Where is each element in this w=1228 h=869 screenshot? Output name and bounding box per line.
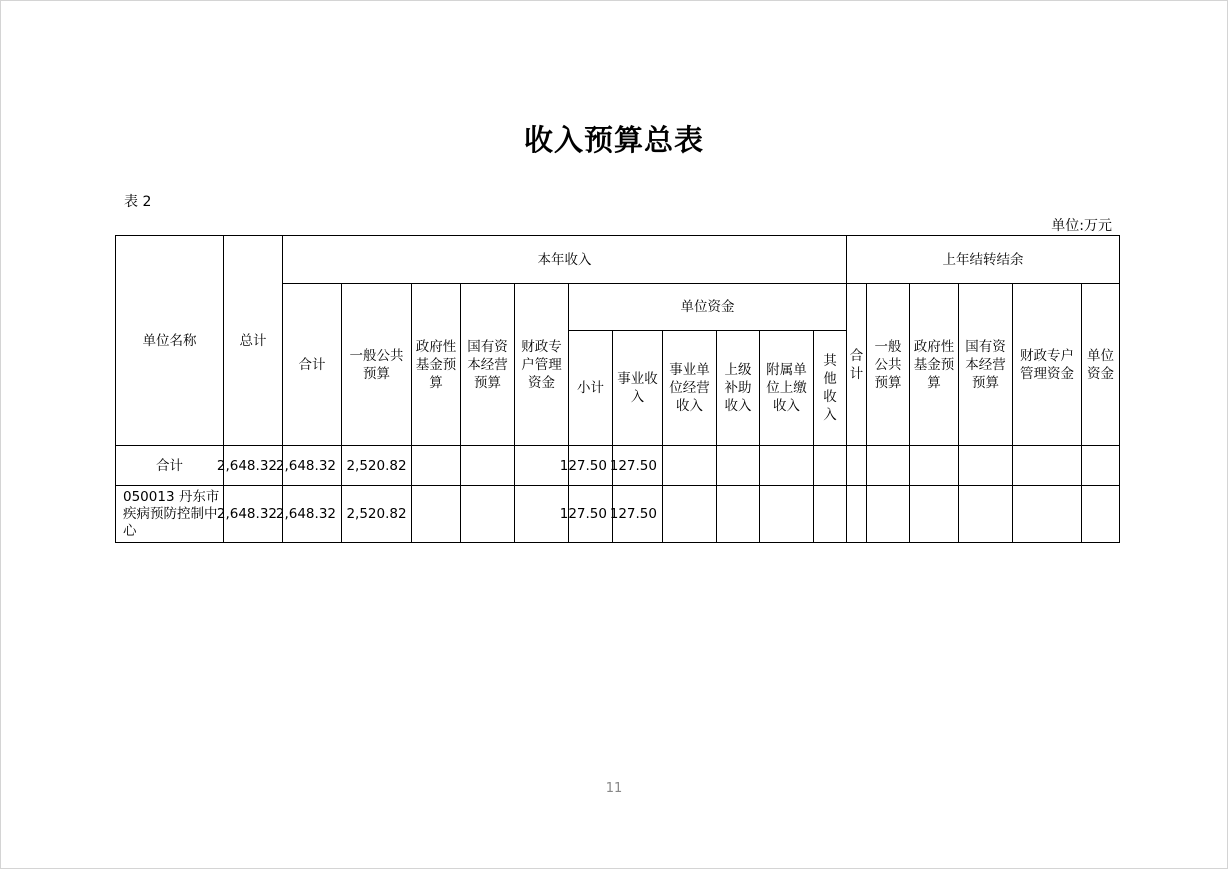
header-unit-funds: 单位资金 [568, 283, 847, 331]
page-title: 收入预算总表 [523, 123, 704, 157]
row-total-uf-affiliated [759, 445, 814, 486]
header-cur-general: 一般公共预算 [341, 283, 412, 446]
header-uf-affiliated: 附属单位上缴收入 [759, 330, 814, 446]
row-total-cur-state-capital [460, 445, 515, 486]
row-unit-prev-general [866, 485, 910, 543]
header-cur-gov-fund: 政府性基金预算 [411, 283, 461, 446]
row-total-prev-general [866, 445, 910, 486]
row-total-prev-state-capital [958, 445, 1013, 486]
row-total-prev-fiscal-special [1012, 445, 1082, 486]
header-prior-year-balance: 上年结转结余 [846, 235, 1120, 284]
row-total-cur-gov-fund [411, 445, 461, 486]
page-number: 11 [605, 781, 623, 796]
row-unit-cur-general: 2,520.82 [341, 485, 412, 543]
header-prev-fiscal-special: 财政专户管理资金 [1012, 283, 1082, 446]
row-total-prev-unit-funds [1081, 445, 1120, 486]
row-unit-cur-state-capital [460, 485, 515, 543]
header-prev-total: 合计 [846, 283, 867, 446]
row-unit-cur-gov-fund [411, 485, 461, 543]
row-total-uf-operating [662, 445, 717, 486]
row-unit-uf-business: 127.50 [612, 485, 663, 543]
header-current-year-income: 本年收入 [282, 235, 847, 284]
header-uf-operating: 事业单位经营收入 [662, 330, 717, 446]
header-unit-name: 单位名称 [115, 235, 224, 446]
unit-label: 单位:万元 [1051, 218, 1112, 234]
header-uf-business: 事业收入 [612, 330, 663, 446]
header-cur-fiscal-special: 财政专户管理资金 [514, 283, 569, 446]
row-total-prev-total [846, 445, 867, 486]
row-unit-prev-unit-funds [1081, 485, 1120, 543]
row-unit-uf-operating [662, 485, 717, 543]
row-unit-uf-subsidy [716, 485, 760, 543]
row-total-cur-total: 2,648.32 [282, 445, 342, 486]
header-prev-unit-funds: 单位资金 [1081, 283, 1120, 446]
row-unit-prev-fiscal-special [1012, 485, 1082, 543]
header-prev-general: 一般公共预算 [866, 283, 910, 446]
header-cur-total: 合计 [282, 283, 342, 446]
row-unit-cur-total: 2,648.32 [282, 485, 342, 543]
row-unit-name: 050013 丹东市疾病预防控制中心 [115, 485, 224, 543]
header-uf-subsidy: 上级补助收入 [716, 330, 760, 446]
row-unit-uf-other [813, 485, 847, 543]
row-unit-uf-affiliated [759, 485, 814, 543]
row-total-total: 2,648.32 [223, 445, 283, 486]
row-total-cur-general: 2,520.82 [341, 445, 412, 486]
table-number: 表 2 [124, 194, 152, 210]
row-total-uf-business: 127.50 [612, 445, 663, 486]
row-total-prev-gov-fund [909, 445, 959, 486]
header-prev-gov-fund: 政府性基金预算 [909, 283, 959, 446]
header-total: 总计 [223, 235, 283, 446]
row-unit-prev-state-capital [958, 485, 1013, 543]
row-unit-uf-subtotal: 127.50 [568, 485, 613, 543]
header-prev-state-capital: 国有资本经营预算 [958, 283, 1013, 446]
row-unit-total: 2,648.32 [223, 485, 283, 543]
row-total-uf-subsidy [716, 445, 760, 486]
row-total-name: 合计 [115, 445, 224, 486]
header-uf-subtotal: 小计 [568, 330, 613, 446]
header-cur-state-capital: 国有资本经营预算 [460, 283, 515, 446]
row-total-uf-other [813, 445, 847, 486]
row-unit-prev-gov-fund [909, 485, 959, 543]
row-unit-prev-total [846, 485, 867, 543]
header-uf-other: 其他收入 [813, 330, 847, 446]
row-total-uf-subtotal: 127.50 [568, 445, 613, 486]
